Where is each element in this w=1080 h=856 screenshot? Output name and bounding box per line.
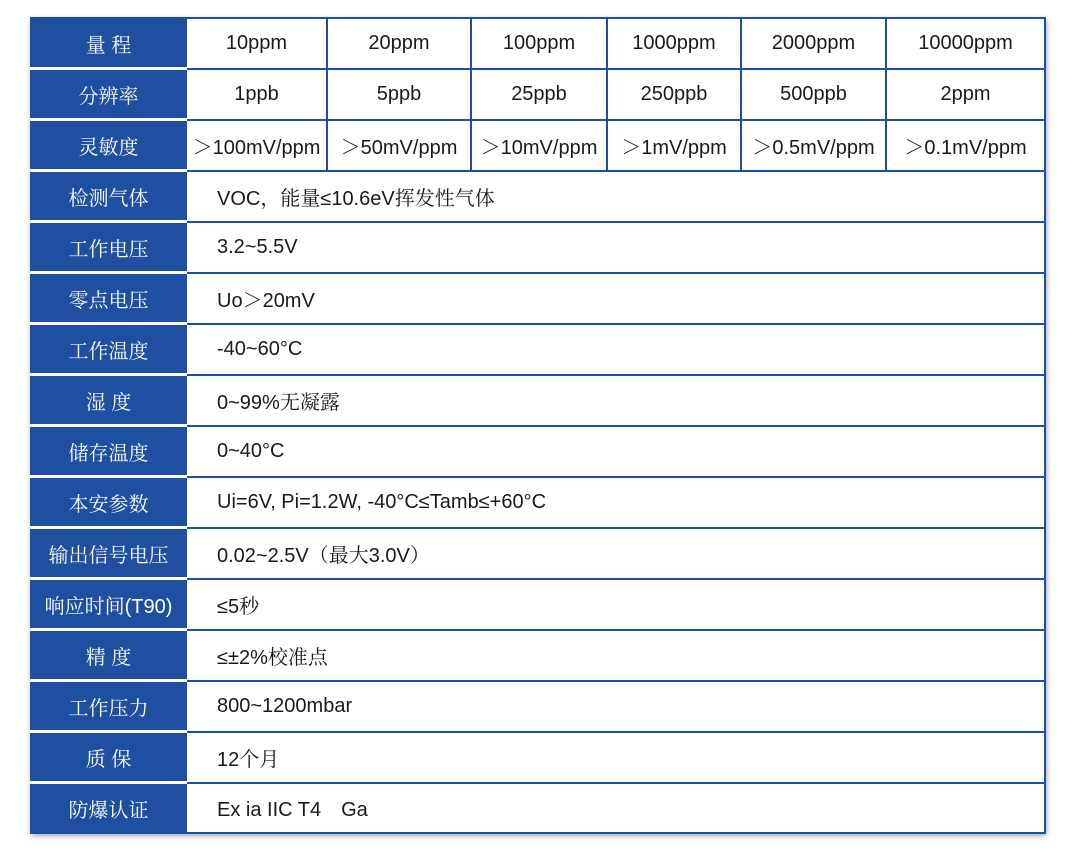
spec-value: Ex ia IIC T4 Ga bbox=[186, 783, 1045, 834]
spec-row-storage-temperature bbox=[31, 426, 1045, 477]
spec-value: ≤±2%校准点 bbox=[186, 630, 1045, 681]
spec-row-response-time bbox=[31, 579, 1045, 630]
spec-row-zero-voltage bbox=[31, 273, 1045, 324]
spec-row-explosion-proof bbox=[31, 783, 1045, 834]
spec-label: 本安参数 bbox=[31, 477, 186, 528]
spec-label: 质 保 bbox=[31, 732, 186, 783]
sensitivity-value-3: ＞10mV/ppm bbox=[471, 120, 607, 171]
spec-value: VOC，能量≤10.6eV挥发性气体 bbox=[186, 171, 1045, 222]
resolution-value-6: 2ppm bbox=[886, 69, 1045, 120]
spec-value: 3.2~5.5V bbox=[186, 222, 1045, 273]
spec-value: Uo＞20mV bbox=[186, 273, 1045, 324]
sensitivity-value-6: ＞0.1mV/ppm bbox=[886, 120, 1045, 171]
resolution-value-1: 1ppb bbox=[186, 69, 327, 120]
spec-row-accuracy bbox=[31, 630, 1045, 681]
spec-row-intrinsic-safety bbox=[31, 477, 1045, 528]
range-value-5: 2000ppm bbox=[741, 18, 886, 69]
sensitivity-value-1: ＞100mV/ppm bbox=[186, 120, 327, 171]
spec-label: 防爆认证 bbox=[31, 783, 186, 834]
spec-value: 0.02~2.5V（最大3.0V） bbox=[186, 528, 1045, 579]
spec-row-humidity bbox=[31, 375, 1045, 426]
spec-table-frame bbox=[30, 17, 1044, 832]
sensitivity-row bbox=[31, 120, 1045, 171]
spec-label: 输出信号电压 bbox=[31, 528, 186, 579]
range-value-4: 1000ppm bbox=[607, 18, 741, 69]
spec-row-output-voltage bbox=[31, 528, 1045, 579]
spec-value: 12个月 bbox=[186, 732, 1045, 783]
sensitivity-value-5: ＞0.5mV/ppm bbox=[741, 120, 886, 171]
spec-label: 精 度 bbox=[31, 630, 186, 681]
resolution-value-5: 500ppb bbox=[741, 69, 886, 120]
spec-value: -40~60°C bbox=[186, 324, 1045, 375]
spec-value: ≤5秒 bbox=[186, 579, 1045, 630]
spec-label: 工作电压 bbox=[31, 222, 186, 273]
sensitivity-label: 灵敏度 bbox=[31, 120, 186, 171]
sensitivity-value-4: ＞1mV/ppm bbox=[607, 120, 741, 171]
range-value-3: 100ppm bbox=[471, 18, 607, 69]
range-value-2: 20ppm bbox=[327, 18, 471, 69]
range-value-6: 10000ppm bbox=[886, 18, 1045, 69]
spec-row-warranty bbox=[31, 732, 1045, 783]
resolution-row bbox=[31, 69, 1045, 120]
spec-label: 零点电压 bbox=[31, 273, 186, 324]
resolution-value-4: 250ppb bbox=[607, 69, 741, 120]
spec-value: 0~40°C bbox=[186, 426, 1045, 477]
resolution-value-2: 5ppb bbox=[327, 69, 471, 120]
range-row bbox=[31, 18, 1045, 69]
spec-row-working-voltage bbox=[31, 222, 1045, 273]
spec-label: 检测气体 bbox=[31, 171, 186, 222]
resolution-value-3: 25ppb bbox=[471, 69, 607, 120]
spec-label: 储存温度 bbox=[31, 426, 186, 477]
spec-label: 工作压力 bbox=[31, 681, 186, 732]
spec-value: 800~1200mbar bbox=[186, 681, 1045, 732]
sensitivity-value-2: ＞50mV/ppm bbox=[327, 120, 471, 171]
spec-row-working-temperature bbox=[31, 324, 1045, 375]
spec-label: 工作温度 bbox=[31, 324, 186, 375]
spec-row-working-pressure bbox=[31, 681, 1045, 732]
range-label: 量 程 bbox=[31, 18, 186, 69]
spec-label: 湿 度 bbox=[31, 375, 186, 426]
spec-row-detect-gas bbox=[31, 171, 1045, 222]
resolution-label: 分辨率 bbox=[31, 69, 186, 120]
spec-table bbox=[30, 17, 1046, 834]
spec-value: 0~99%无凝露 bbox=[186, 375, 1045, 426]
spec-label: 响应时间(T90) bbox=[31, 579, 186, 630]
range-value-1: 10ppm bbox=[186, 18, 327, 69]
spec-value: Ui=6V, Pi=1.2W, -40°C≤Tamb≤+60°C bbox=[186, 477, 1045, 528]
